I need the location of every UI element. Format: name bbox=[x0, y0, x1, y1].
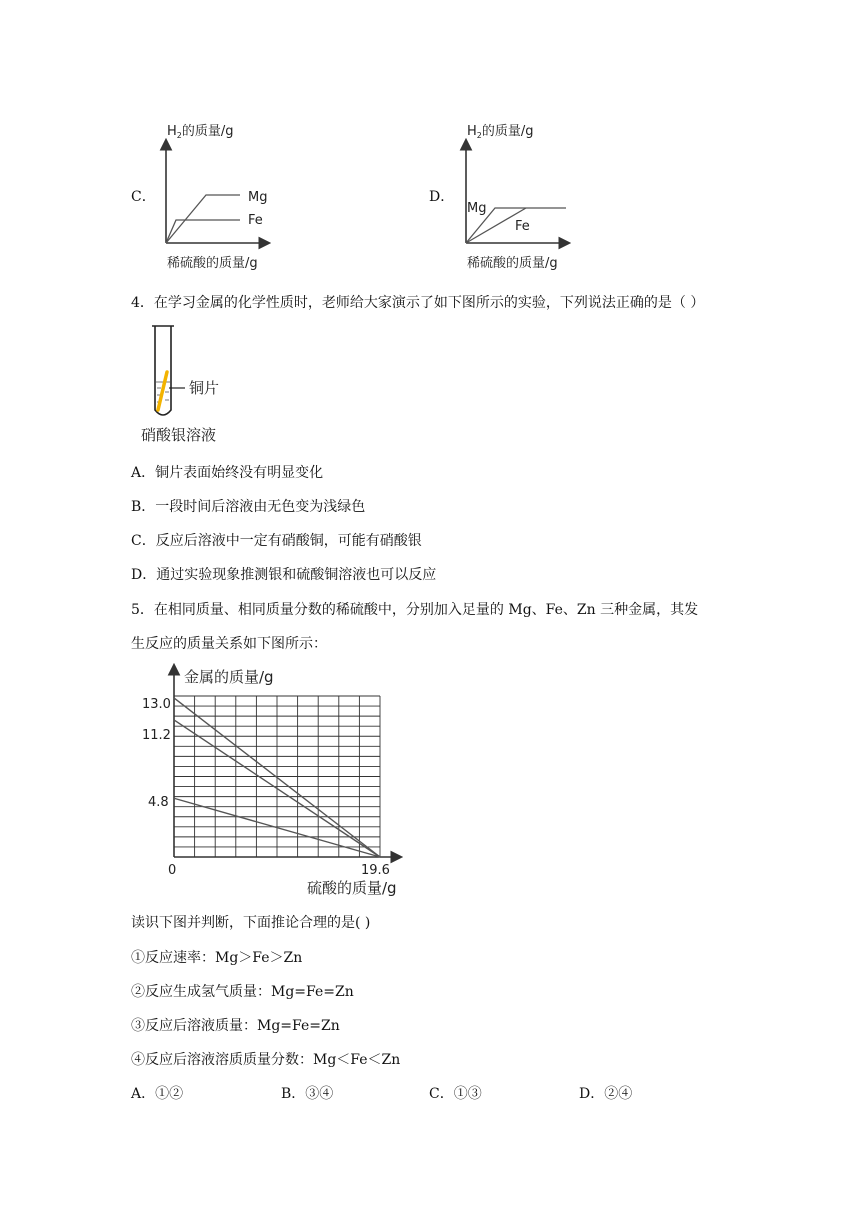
y-tick-label-4-8: 4.8 bbox=[148, 795, 169, 810]
x-tick-label-19-6: 19.6 bbox=[361, 863, 390, 878]
y-tick-label-11-2: 11.2 bbox=[142, 728, 171, 743]
series-label-fe: Fe bbox=[248, 213, 263, 228]
x-axis-label: 稀硫酸的质量/g bbox=[167, 256, 258, 271]
q5-option-c: C．①③ bbox=[429, 1086, 482, 1102]
solution-label: 硝酸银溶液 bbox=[141, 426, 217, 444]
q4-option-d: D．通过实验现象推测银和硫酸铜溶液也可以反应 bbox=[131, 567, 437, 583]
x-axis-label: 硫酸的质量/g bbox=[307, 879, 397, 897]
q5-stem-line2: 生反应的质量关系如下图所示： bbox=[131, 636, 327, 652]
q5-option-a: A．①② bbox=[131, 1086, 184, 1102]
q5-stem-line1: 5．在相同质量、相同质量分数的稀硫酸中，分别加入足量的 Mg、Fe、Zn 三种金属，其发 bbox=[131, 602, 699, 618]
q5-option-b: B．③④ bbox=[281, 1086, 334, 1102]
q4-option-c: C．反应后溶液中一定有硝酸铜，可能有硝酸银 bbox=[131, 533, 422, 549]
x-tick-label-0: 0 bbox=[168, 863, 177, 878]
series-label-mg: Mg bbox=[467, 201, 487, 216]
series-label-fe: Fe bbox=[515, 219, 530, 234]
series-label-mg: Mg bbox=[248, 190, 268, 205]
y-axis-label: $H_2$的质量/g bbox=[167, 124, 234, 140]
q5-item-2: ②反应生成氢气质量：Mg=Fe=Zn bbox=[131, 984, 354, 1000]
q4-stem: 4．在学习金属的化学性质时，老师给大家演示了如下图所示的实验，下列说法正确的是（ ） bbox=[131, 295, 705, 311]
option-d-label: D． bbox=[429, 189, 455, 205]
q5-item-3: ③反应后溶液质量：Mg=Fe=Zn bbox=[131, 1018, 340, 1034]
q5-option-d: D．②④ bbox=[579, 1086, 633, 1102]
y-tick-label-13: 13.0 bbox=[142, 697, 171, 712]
y-axis-label: $H_2$的质量/g bbox=[467, 124, 534, 140]
copper-strip-label: 铜片 bbox=[189, 379, 220, 397]
q4-option-b: B．一段时间后溶液由无色变为浅绿色 bbox=[131, 499, 366, 515]
y-axis-label: 金属的质量/g bbox=[184, 668, 274, 686]
x-axis-label: 稀硫酸的质量/g bbox=[467, 256, 558, 271]
q5-item-4: ④反应后溶液溶质质量分数：Mg＜Fe＜Zn bbox=[131, 1052, 401, 1068]
q4-option-a: A．铜片表面始终没有明显变化 bbox=[131, 465, 324, 481]
option-c-label: C． bbox=[131, 189, 156, 205]
q5-item-1: ①反应速率：Mg＞Fe＞Zn bbox=[131, 950, 303, 966]
q5-prompt: 读识下图并判断，下面推论合理的是( ) bbox=[131, 915, 371, 931]
